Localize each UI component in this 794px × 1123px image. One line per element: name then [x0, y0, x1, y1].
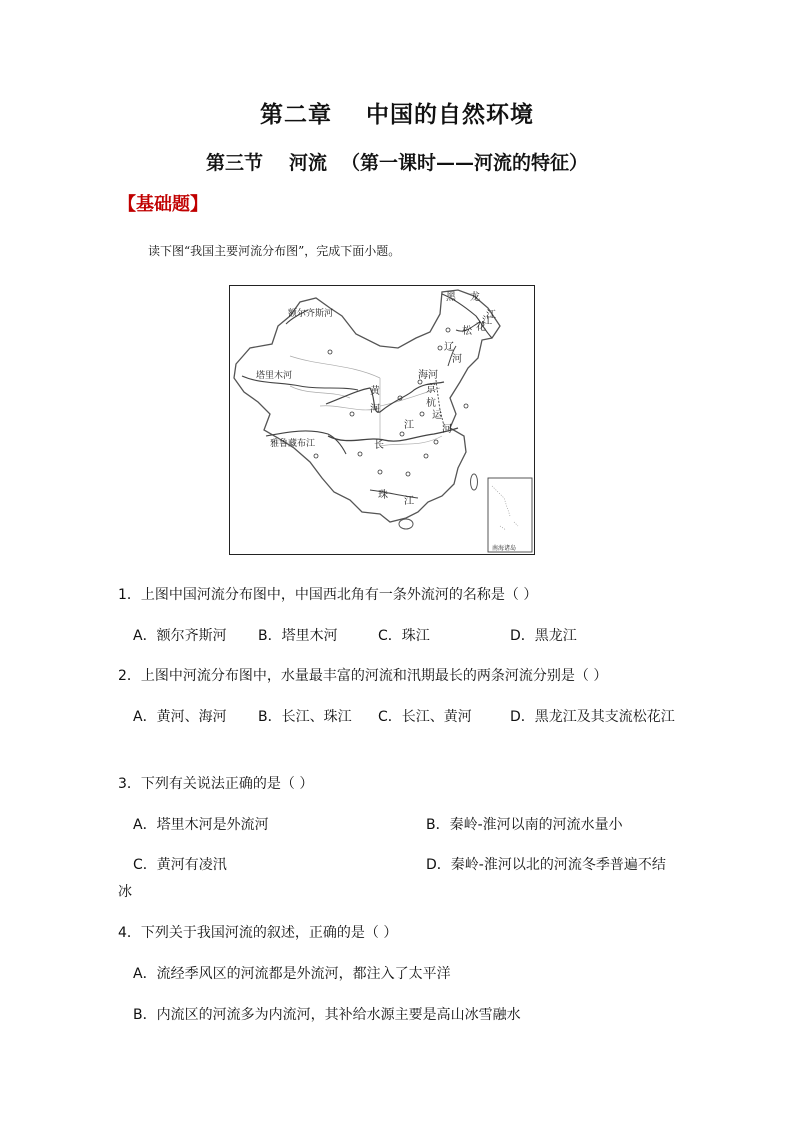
label-zhujiang: 江	[404, 496, 414, 507]
question-4-option-a: A．流经季风区的河流都是外流河，都注入了太平洋	[133, 966, 451, 982]
label-hang: 杭	[426, 398, 436, 409]
label-zhu: 珠	[378, 490, 388, 501]
label-tarim: 塔里木河	[256, 371, 293, 381]
label-song: 松	[462, 326, 472, 337]
river-yangtze	[328, 428, 458, 441]
label-yarlung: 雅鲁藏布江	[270, 439, 316, 449]
label-liaohe: 河	[452, 354, 462, 365]
label-yun: 运	[432, 410, 442, 421]
label-haihe: 海河	[418, 370, 438, 381]
label-long: 龙	[470, 292, 480, 303]
question-3-option-d-continuation: 冰	[118, 884, 132, 900]
china-outline	[234, 290, 500, 522]
label-hua: 花	[476, 322, 486, 333]
basic-question-tag: 【基础题】	[118, 194, 208, 215]
south-sea-inset	[488, 478, 532, 552]
label-huang: 黄	[370, 386, 380, 397]
label-huanghe: 河	[370, 404, 380, 415]
label-liao: 辽	[444, 342, 454, 353]
question-2-option-a: A．黄河、海河	[133, 709, 227, 725]
section-number: 第三节	[205, 152, 263, 174]
question-1-option-c: C．珠江	[378, 628, 430, 644]
label-hei: 黑	[446, 292, 456, 303]
question-4-stem: 4．下列关于我国河流的叙述，正确的是（ ）	[118, 925, 398, 941]
question-4-option-b: B．内流区的河流多为内流河，其补给水源主要是高山冰雪融水	[133, 1007, 521, 1023]
question-3-option-a: A．塔里木河是外流河	[133, 817, 269, 833]
question-3-stem: 3．下列有关说法正确的是（ ）	[118, 776, 314, 792]
label-chang: 长	[374, 440, 384, 451]
hainan-island	[399, 519, 413, 529]
question-2-stem: 2．上图中河流分布图中，水量最丰富的河流和汛期最长的两条河流分别是（ ）	[118, 668, 608, 684]
question-2-option-c: C．长江、黄河	[378, 709, 472, 725]
label-jing: 京	[426, 384, 436, 395]
section-topic: 河流	[288, 152, 327, 174]
china-river-map	[229, 285, 535, 555]
question-3-option-d: D．秦岭-淮河以北的河流冬季普遍不结	[426, 857, 666, 873]
chapter-number: 第二章	[260, 101, 332, 128]
section-lesson: （第一课时——河流的特征）	[341, 152, 589, 174]
question-1-option-b: B．塔里木河	[258, 628, 338, 644]
label-jiang1: 江	[486, 310, 496, 321]
question-3-option-b: B．秦岭-淮河以南的河流水量小	[426, 817, 623, 833]
question-2-option-d: D．黑龙江及其支流松花江	[510, 709, 675, 725]
chapter-name: 中国的自然环境	[366, 101, 534, 128]
label-ertix: 额尔齐斯河	[288, 309, 334, 319]
question-1-option-a: A．额尔齐斯河	[133, 628, 227, 644]
chapter-title	[0, 96, 794, 129]
question-3-option-c: C．黄河有凌汛	[133, 857, 227, 873]
china-river-map-svg	[230, 286, 534, 554]
intro-text: 读下图“我国主要河流分布图”，完成下面小题。	[148, 244, 401, 258]
label-yunhe: 河	[442, 424, 452, 435]
section-title	[0, 148, 794, 175]
taiwan-island	[471, 474, 478, 490]
label-changjiang: 江	[404, 420, 414, 431]
question-2-option-b: B．长江、珠江	[258, 709, 352, 725]
label-jiang2: 江	[482, 316, 492, 327]
question-1-option-d: D．黑龙江	[510, 628, 577, 644]
question-1-stem: 1．上图中国河流分布图中，中国西北角有一条外流河的名称是（ ）	[118, 587, 538, 603]
label-inset: 南海诸岛	[492, 545, 517, 552]
